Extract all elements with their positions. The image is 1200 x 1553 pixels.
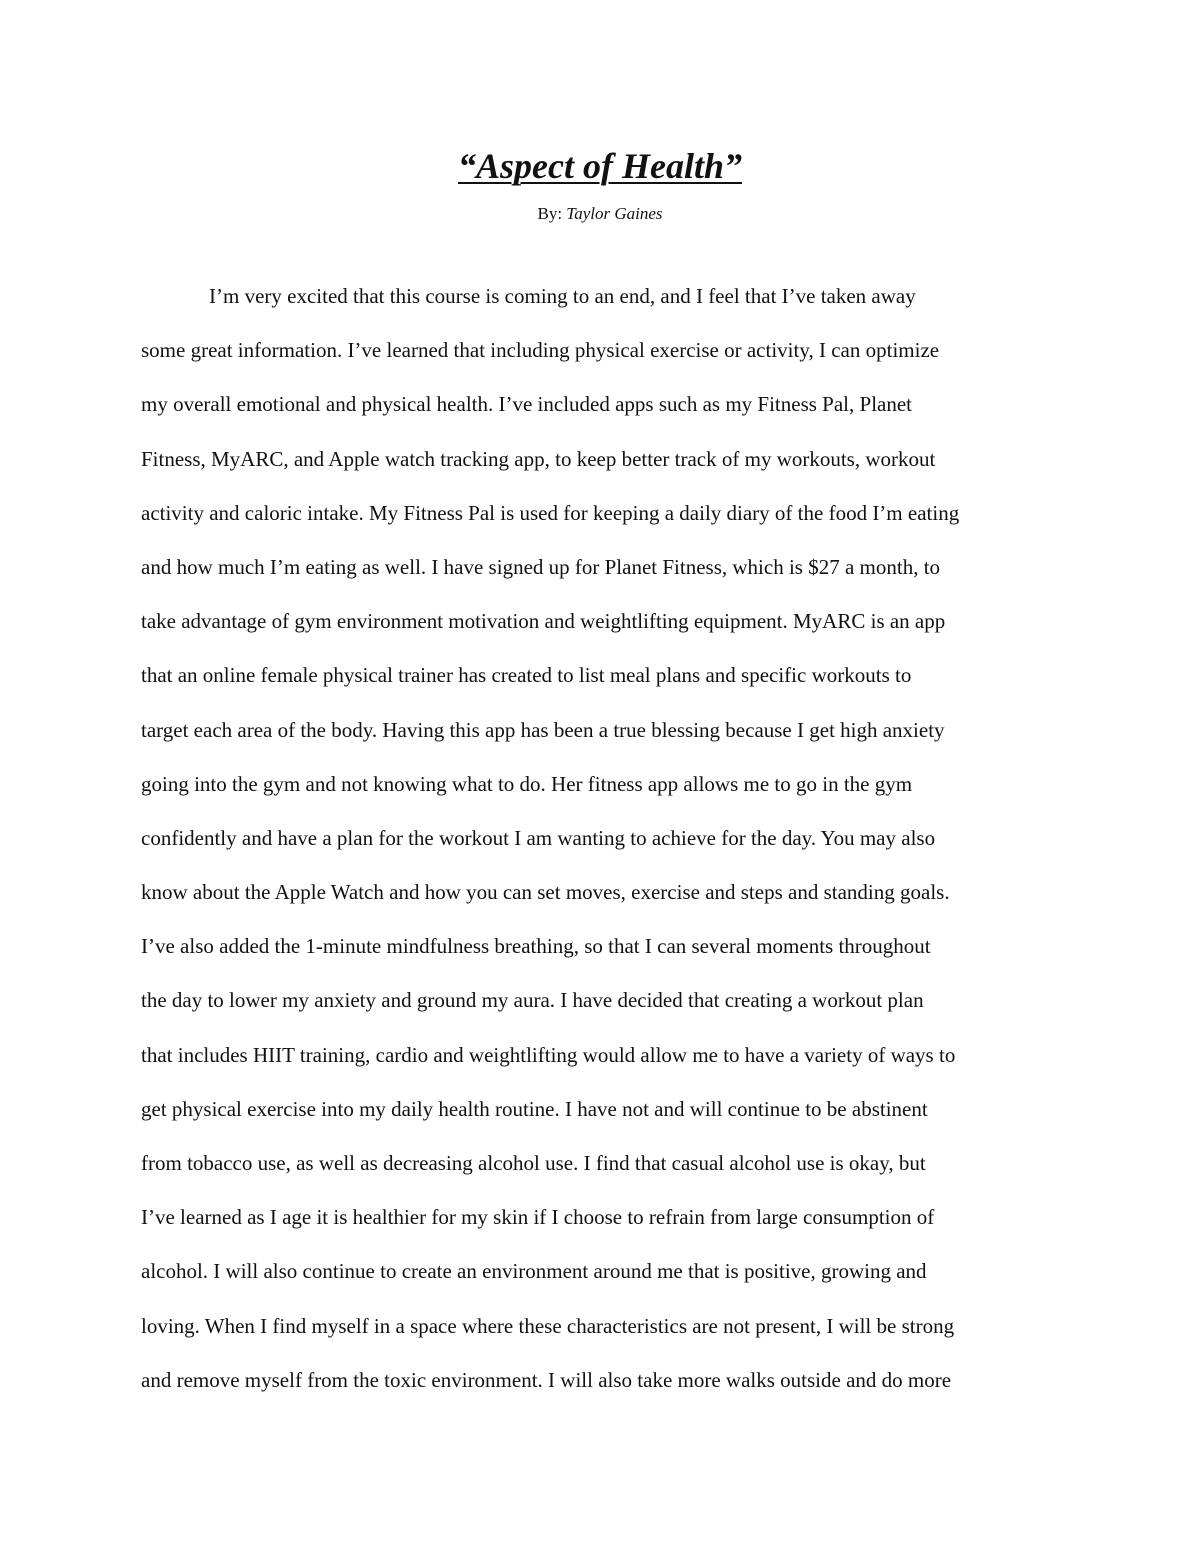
text-line: get physical exercise into my daily health routine. I have not and will continue to be abstinent (141, 1096, 928, 1121)
text-line: that includes HIIT training, cardio and weightlifting would allow me to have a variety of ways to (141, 1042, 956, 1067)
byline-prefix: By: (537, 204, 567, 223)
essay-body (141, 278, 1071, 1416)
text-line: Fitness, MyARC, and Apple watch tracking app, to keep better track of my workouts, workout (141, 446, 936, 471)
byline (0, 202, 1200, 226)
text-line: the day to lower my anxiety and ground my aura. I have decided that creating a workout plan (141, 988, 924, 1013)
text-line: that an online female physical trainer has created to list meal plans and specific workouts to (141, 663, 912, 688)
text-line: activity and caloric intake. My Fitness Pal is used for keeping a daily diary of the food I’m eating (141, 500, 960, 525)
text-line: and remove myself from the toxic environment. I will also take more walks outside and do more (141, 1367, 952, 1392)
text-line: I’ve learned as I age it is healthier for my skin if I choose to refrain from large consumption of (141, 1205, 935, 1230)
text-line: loving. When I find myself in a space where these characteristics are not present, I will be strong (141, 1313, 955, 1338)
text-line: I’m very excited that this course is coming to an end, and I feel that I’ve taken away (209, 284, 916, 308)
text-line: going into the gym and not knowing what to do. Her fitness app allows me to go in the gym (141, 771, 913, 796)
document-title: “Aspect of Health” (458, 146, 742, 186)
text-line: know about the Apple Watch and how you can set moves, exercise and steps and standing goals. (141, 880, 950, 905)
text-line: I’ve also added the 1-minute mindfulness breathing, so that I can several moments throughout (141, 934, 931, 959)
text-line: from tobacco use, as well as decreasing alcohol use. I find that casual alcohol use is okay, but (141, 1151, 926, 1175)
text-line: some great information. I’ve learned that including physical exercise or activity, I can optimize (141, 338, 940, 363)
text-line: alcohol. I will also continue to create an environment around me that is positive, growing and (141, 1259, 927, 1284)
text-line: confidently and have a plan for the workout I am wanting to achieve for the day. You may also (141, 825, 936, 850)
text-line: target each area of the body. Having this app has been a true blessing because I get high anxiety (141, 717, 945, 742)
text-line: and how much I’m eating as well. I have signed up for Planet Fitness, which is $27 a month, to (141, 554, 941, 579)
author-name: Taylor Gaines (566, 204, 663, 223)
text-line: my overall emotional and physical health. I’ve included apps such as my Fitness Pal, Planet (141, 392, 913, 417)
text-line: take advantage of gym environment motivation and weightlifting equipment. MyARC is an app (141, 609, 946, 634)
